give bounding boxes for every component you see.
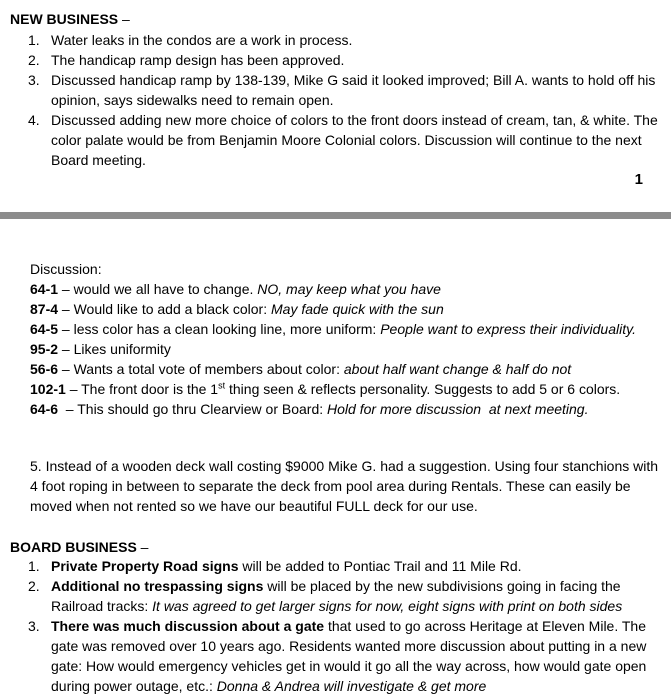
superscript: st <box>218 380 226 391</box>
new-business-list <box>28 30 660 170</box>
list-item <box>28 576 664 616</box>
board-business-list <box>28 556 664 696</box>
item-bold-text: There was much discussion about a gate <box>51 618 325 634</box>
unit-number: 95-2 <box>30 341 59 357</box>
item-text: that used to go across Heritage at Eleven Mile. The gate was removed over 10 years ago. Residents wanted more discussion about putting in a new gate: How would emergency vehicles get in would it go all the way across, how would gate open during power outage, etc.: <box>51 618 647 694</box>
list-item <box>28 30 660 50</box>
discussion-heading: Discussion: <box>30 261 102 277</box>
discussion-entry <box>30 379 662 399</box>
item-text: The handicap ramp design has been approved. <box>51 52 345 68</box>
item-text: will be added to Pontiac Trail and 11 Mile Rd. <box>238 558 522 574</box>
item-bold-text: Private Property Road signs <box>51 558 239 574</box>
list-item <box>28 50 660 70</box>
item-number: 4. <box>28 112 40 128</box>
page-number: 1 <box>634 171 643 188</box>
unit-number: 64-6 <box>30 401 59 417</box>
new-business-dash: – <box>118 11 130 27</box>
discussion-entry <box>30 339 662 359</box>
item-italic-text: It was agreed to get larger signs for now, eight signs with print on both sides <box>152 598 623 614</box>
discussion-entry <box>30 359 662 379</box>
discussion-section <box>30 259 662 419</box>
entry-text: – less color has a clean looking line, more uniform: <box>58 321 381 337</box>
list-item <box>28 110 660 170</box>
item-number: 3. <box>28 618 40 634</box>
item-number: 2. <box>28 52 40 68</box>
new-business-heading <box>10 9 130 29</box>
item-text: will be placed by the new subdivisions going in facing the Railroad tracks: <box>51 578 621 614</box>
board-business-heading <box>10 537 148 557</box>
entry-response: NO, may keep what you have <box>257 281 441 297</box>
item-text: Discussed handicap ramp by 138-139, Mike G said it looked improved; Bill A. wants to hold off his opinion, says sidewalks need to remain open. <box>51 72 656 108</box>
page-separator <box>0 212 671 219</box>
unit-number: 87-4 <box>30 301 59 317</box>
discussion-entry <box>30 319 662 339</box>
item-italic-text: Donna & Andrea will investigate & get more <box>216 678 487 694</box>
unit-number: 64-5 <box>30 321 59 337</box>
entry-text: – Would like to add a black color: <box>58 301 271 317</box>
page-1-bottom <box>0 0 671 210</box>
item-5-paragraph: 5. Instead of a wooden deck wall costing $9000 Mike G. had a suggestion. Using four stanchions with 4 foot roping in between to separate the deck from pool area during Rentals. These can easily be moved when not rented so we have our beautiful FULL deck for our use. <box>30 458 659 514</box>
entry-text: – Likes uniformity <box>58 341 171 357</box>
item-bold-text: Additional no trespassing signs <box>51 578 264 594</box>
entry-text: thing seen & reflects personality. Suggests to add 5 or 6 colors. <box>225 381 621 397</box>
entry-response: People want to express their individuality. <box>380 321 636 337</box>
list-item <box>28 556 664 576</box>
board-business-dash: – <box>136 539 149 555</box>
discussion-entry <box>30 279 662 299</box>
unit-number: 56-6 <box>30 361 59 377</box>
item-text: Water leaks in the condos are a work in process. <box>51 32 353 48</box>
entry-text: – This should go thru Clearview or Board: <box>58 401 328 417</box>
item-number: 1. <box>28 32 40 48</box>
item-number: 2. <box>28 578 40 594</box>
list-item <box>28 616 664 696</box>
discussion-entry <box>30 399 662 419</box>
list-item <box>28 70 660 110</box>
new-business-title: NEW BUSINESS <box>10 11 119 27</box>
entry-response: May fade quick with the sun <box>271 301 444 317</box>
item-number: 3. <box>28 72 40 88</box>
item-number: 1. <box>28 558 40 574</box>
entry-response: about half want change & half do not <box>343 361 572 377</box>
entry-text: – Wants a total vote of members about color: <box>58 361 344 377</box>
discussion-entry <box>30 299 662 319</box>
entry-response: Hold for more discussion at next meeting. <box>327 401 589 417</box>
entry-text: – The front door is the 1 <box>65 381 219 397</box>
unit-number: 102-1 <box>30 381 66 397</box>
board-business-title: BOARD BUSINESS <box>10 539 137 555</box>
item-text: Discussed adding new more choice of colors to the front doors instead of cream, tan, & white. The color palate would be from Benjamin Moore Colonial colors. Discussion will continue to the next Board meeting. <box>51 112 658 168</box>
entry-text: – would we all have to change. <box>58 281 258 297</box>
unit-number: 64-1 <box>30 281 59 297</box>
